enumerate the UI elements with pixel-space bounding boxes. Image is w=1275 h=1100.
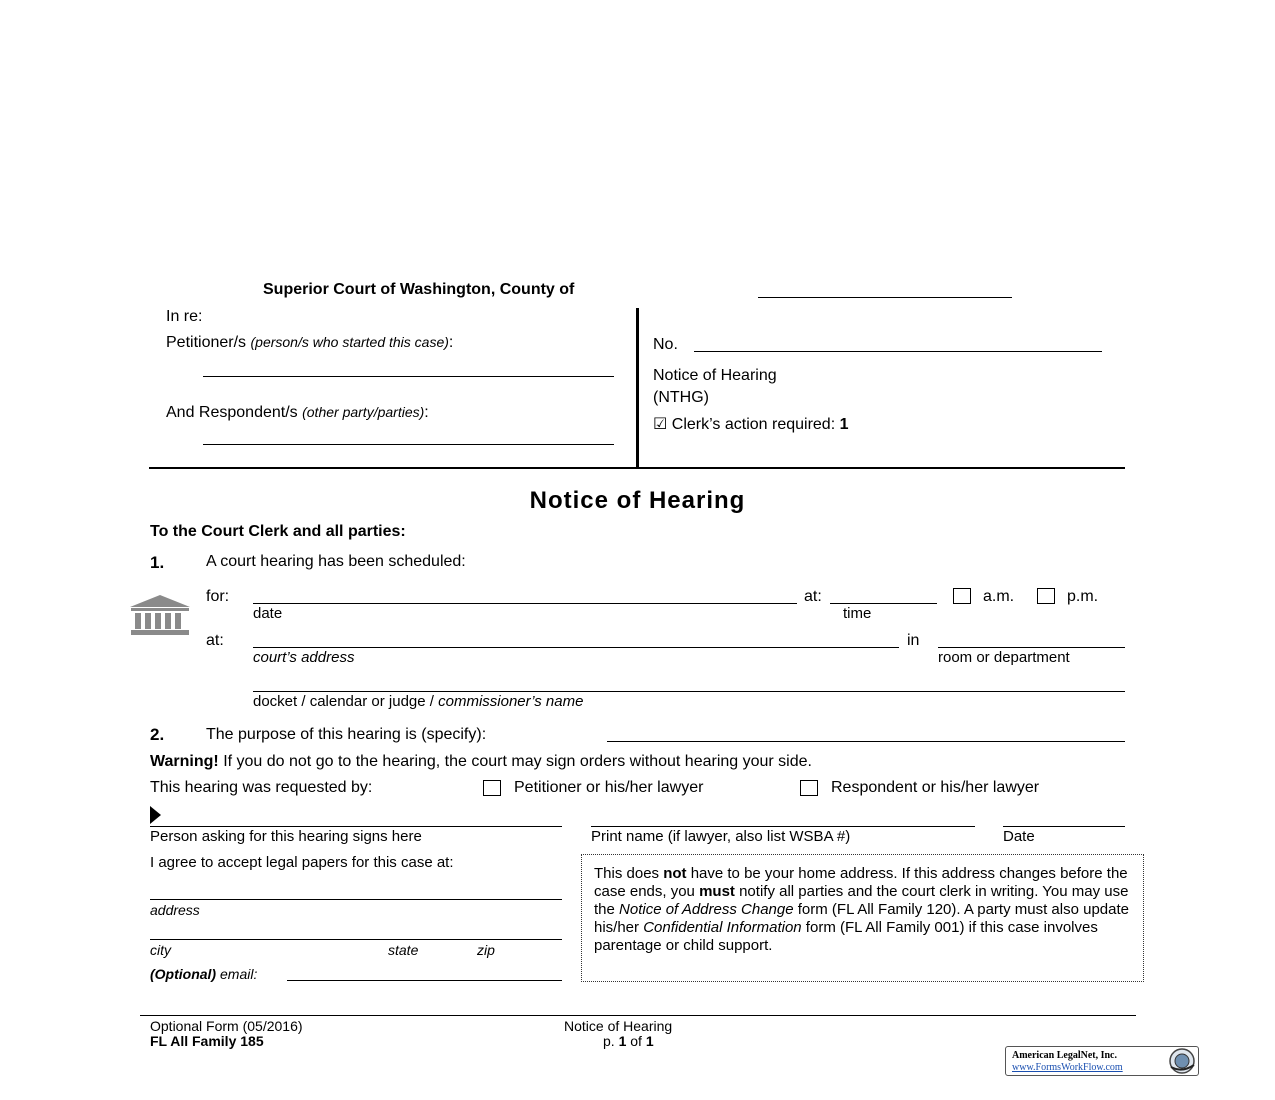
case-number-field[interactable] [694, 351, 1102, 352]
pm-label: p.m. [1067, 588, 1099, 605]
case-no-label: No. [653, 336, 678, 353]
email-row [150, 966, 257, 982]
service-address-field[interactable] [150, 899, 562, 900]
docket-caption-b: commissioner’s name [438, 693, 584, 710]
logo-url[interactable]: www.FormsWorkFlow.com [1012, 1062, 1123, 1073]
agree-text: I agree to accept legal papers for this case at: [150, 854, 454, 871]
petitioner-label: Petitioner/s [166, 334, 247, 351]
hearing-time-field[interactable] [830, 603, 937, 604]
address-caption: court’s address [253, 649, 355, 666]
room-field[interactable] [938, 647, 1125, 648]
respondent-note: (other party/parties) [302, 404, 425, 420]
time-caption: time [843, 605, 872, 622]
hearing-date-field[interactable] [253, 603, 797, 604]
email-caption: email: [220, 966, 258, 982]
clerk-action-label: Clerk’s action required: [671, 416, 836, 433]
for-label: for: [206, 588, 230, 605]
note-part1: This does [594, 865, 664, 882]
print-name-caption: Print name (if lawyer, also list WSBA #) [591, 828, 851, 845]
respondent-checkbox[interactable] [800, 780, 818, 796]
city-caption: city [150, 942, 171, 958]
docket-field[interactable] [253, 691, 1125, 692]
at-address-label: at: [206, 632, 224, 649]
note-part3: notify all parties and the court clerk in writing. You may use the [594, 883, 1129, 918]
petitioner-option-label: Petitioner or his/her lawyer [514, 779, 704, 796]
page-number: 1 [618, 1033, 627, 1049]
optional-label: (Optional) [150, 966, 217, 982]
docket-caption-a: docket / calendar or judge / [253, 693, 439, 710]
page-of: of [626, 1033, 646, 1049]
page-total: 1 [645, 1033, 654, 1049]
respondent-option-label: Respondent or his/her lawyer [831, 779, 1040, 796]
court-title: Superior Court of Washington, County of [263, 281, 575, 298]
globe-icon [1166, 1047, 1198, 1075]
note-must: must [699, 883, 735, 900]
petitioner-colon: : [448, 334, 454, 351]
footer-left-line2: FL All Family 185 [150, 1033, 264, 1049]
petitioner-label-row [166, 334, 453, 352]
note-address-change-form: Notice of Address Change [619, 901, 794, 918]
footer-center-line1: Notice of Hearing [564, 1018, 673, 1034]
checked-box-icon: ☑ [653, 416, 668, 433]
court-address-field[interactable] [253, 647, 899, 648]
respondent-label-row [166, 404, 429, 422]
respondent-name-field[interactable] [203, 444, 614, 445]
caption-bottom-rule [149, 467, 1125, 469]
city-state-zip-field[interactable] [150, 939, 562, 940]
doc-title-line1: Notice of Hearing [653, 367, 777, 384]
note-not: not [663, 865, 687, 882]
sign-here-arrow-icon [150, 806, 162, 824]
legalnet-logo [1005, 1046, 1199, 1076]
sign-caption: Person asking for this hearing signs here [150, 828, 422, 845]
am-label: a.m. [983, 588, 1015, 605]
section2-number: 2. [150, 725, 165, 744]
signature-date-field[interactable] [1003, 826, 1125, 827]
signature-date-caption: Date [1003, 828, 1035, 845]
clerk-action-row [653, 414, 849, 434]
petitioner-name-field[interactable] [203, 376, 614, 377]
state-caption: state [388, 942, 419, 958]
main-title: Notice of Hearing [529, 487, 746, 514]
footer-page-row [603, 1033, 654, 1049]
address-note-box [581, 854, 1144, 982]
warning-row [150, 753, 812, 771]
section1-text: A court hearing has been scheduled: [206, 553, 466, 570]
purpose-field[interactable] [607, 741, 1125, 742]
county-field[interactable] [758, 297, 1012, 298]
date-caption: date [253, 605, 283, 622]
address-field-caption: address [150, 902, 200, 918]
zip-caption: zip [477, 942, 495, 958]
section1-number: 1. [150, 553, 165, 572]
section2-text: The purpose of this hearing is (specify): [206, 726, 487, 743]
am-checkbox[interactable] [953, 588, 971, 604]
room-caption: room or department [938, 649, 1070, 666]
requested-by-label: This hearing was requested by: [150, 779, 373, 796]
petitioner-checkbox[interactable] [483, 780, 501, 796]
docket-caption [253, 693, 583, 710]
warning-text: If you do not go to the hearing, the court may sign orders without hearing your side. [223, 753, 812, 770]
signature-field[interactable] [150, 826, 562, 827]
caption-divider [636, 308, 639, 468]
warning-label: Warning! [150, 753, 219, 770]
respondent-colon: : [424, 404, 429, 421]
courthouse-icon [129, 594, 191, 636]
footer-left-line1: Optional Form (05/2016) [150, 1018, 303, 1034]
note-part2: have to be your home address. If this address changes before the case ends, you [594, 865, 1128, 900]
to-line: To the Court Clerk and all parties: [150, 523, 406, 540]
in-re-label: In re: [166, 308, 203, 325]
footer-rule [140, 1015, 1136, 1016]
at-label: at: [804, 588, 822, 605]
petitioner-note: (person/s who started this case) [250, 334, 449, 350]
note-part4: form (FL All Family 120). A party must also update his/her [594, 901, 1129, 936]
logo-name: American LegalNet, Inc. [1012, 1050, 1117, 1061]
respondent-label: And Respondent/s [166, 404, 298, 421]
note-part5: form (FL All Family 001) if this case involves parentage or child support. [594, 919, 1098, 954]
print-name-field[interactable] [591, 826, 975, 827]
clerk-action-value: 1 [839, 416, 849, 433]
pm-checkbox[interactable] [1037, 588, 1055, 604]
note-confidential-form: Confidential Information [643, 919, 802, 936]
doc-title-line2: (NTHG) [653, 389, 709, 406]
in-label: in [907, 632, 920, 649]
email-field[interactable] [287, 980, 562, 981]
page-prefix: p. [603, 1033, 619, 1049]
